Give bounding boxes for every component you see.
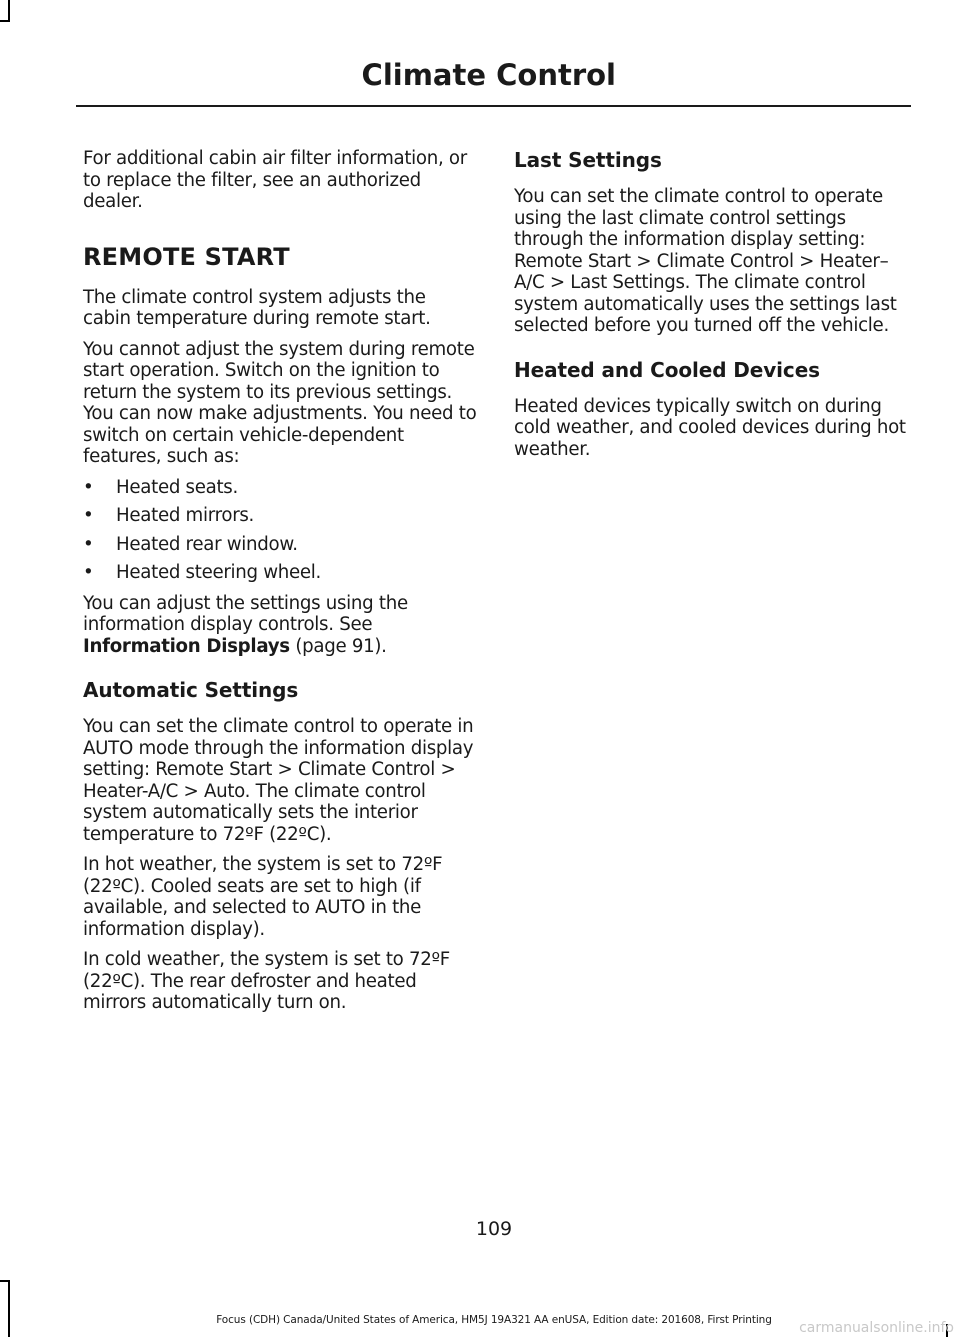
left-column: [83, 148, 478, 1023]
crop-mark-top-left-vertical: [8, 0, 10, 22]
bullet-icon: •: [83, 562, 94, 583]
page-number: 109: [475, 1218, 513, 1240]
information-displays-link[interactable]: Information Displays: [83, 635, 290, 657]
header-rule: [76, 105, 911, 107]
heated-cooled-devices-heading: Heated and Cooled Devices: [514, 357, 820, 382]
automatic-paragraph-2: In hot weather, the system is set to 72ºF (22ºC). Cooled seats are set to high (if available, and selected to AUTO in the information display).: [83, 854, 443, 940]
crop-mark-bottom-left-horizontal: [0, 1280, 10, 1282]
edition-footer: Focus (CDH) Canada/United States of America, HM5J 19A321 AA enUSA, Edition date: 201608, First Printing: [216, 1314, 772, 1326]
remote-start-paragraph-2: You cannot adjust the system during remote start operation. Switch on the ignition to return the system to its previous settings. You can now make adjustments. You need to switch on certain vehicle-dependent features, such as:: [83, 338, 477, 467]
list-item: [83, 505, 478, 527]
automatic-paragraph-1: You can set the climate control to operate in AUTO mode through the information display setting: Remote Start > Climate Control > Heater-A/C > Auto. The climate control system automatically sets the interior temperature to 72ºF (22ºC).: [83, 716, 474, 845]
remote-start-heading: REMOTE START: [83, 242, 290, 271]
automatic-paragraph-3: In cold weather, the system is set to 72ºF (22ºC). The rear defroster and heated mirrors automatically turn on.: [83, 949, 450, 1013]
last-settings-heading: Last Settings: [514, 148, 662, 172]
right-column: [514, 148, 908, 469]
last-settings-paragraph: You can set the climate control to operate using the last climate control settings through the information display setting: Remote Start > Climate Control > Heater–A/C > Last Settings. The climate control system automatically uses the settings last selected before you turned off the vehicle.: [514, 186, 897, 336]
watermark: carmanualsonline.info: [799, 1320, 954, 1336]
page-title: Climate Control: [361, 58, 616, 92]
list-item-text: Heated mirrors.: [116, 505, 255, 526]
list-item: [83, 562, 478, 584]
xref-page: (page 91).: [295, 635, 387, 657]
crop-mark-top-left-horizontal: [0, 20, 10, 22]
intro-paragraph: For additional cabin air filter information, or to replace the filter, see an authorized dealer.: [83, 148, 467, 212]
remote-start-paragraph-1: The climate control system adjusts the cabin temperature during remote start.: [83, 286, 431, 329]
list-item-text: Heated seats.: [116, 476, 238, 498]
bullet-icon: •: [83, 476, 94, 498]
crop-mark-bottom-left-vertical: [8, 1280, 10, 1337]
list-item: [83, 477, 478, 499]
feature-list: [83, 477, 478, 584]
adjust-settings-text: You can adjust the settings using the information display controls. See: [83, 592, 408, 635]
heated-cooled-devices-paragraph: Heated devices typically switch on during cold weather, and cooled devices during hot weather.: [514, 395, 906, 460]
list-item-text: Heated rear window.: [116, 533, 298, 555]
list-item-text: Heated steering wheel.: [116, 562, 322, 583]
list-item: [83, 534, 478, 556]
bullet-icon: •: [83, 505, 94, 526]
automatic-settings-heading: Automatic Settings: [83, 678, 299, 702]
bullet-icon: •: [83, 533, 94, 555]
adjust-settings-paragraph: [83, 593, 478, 658]
